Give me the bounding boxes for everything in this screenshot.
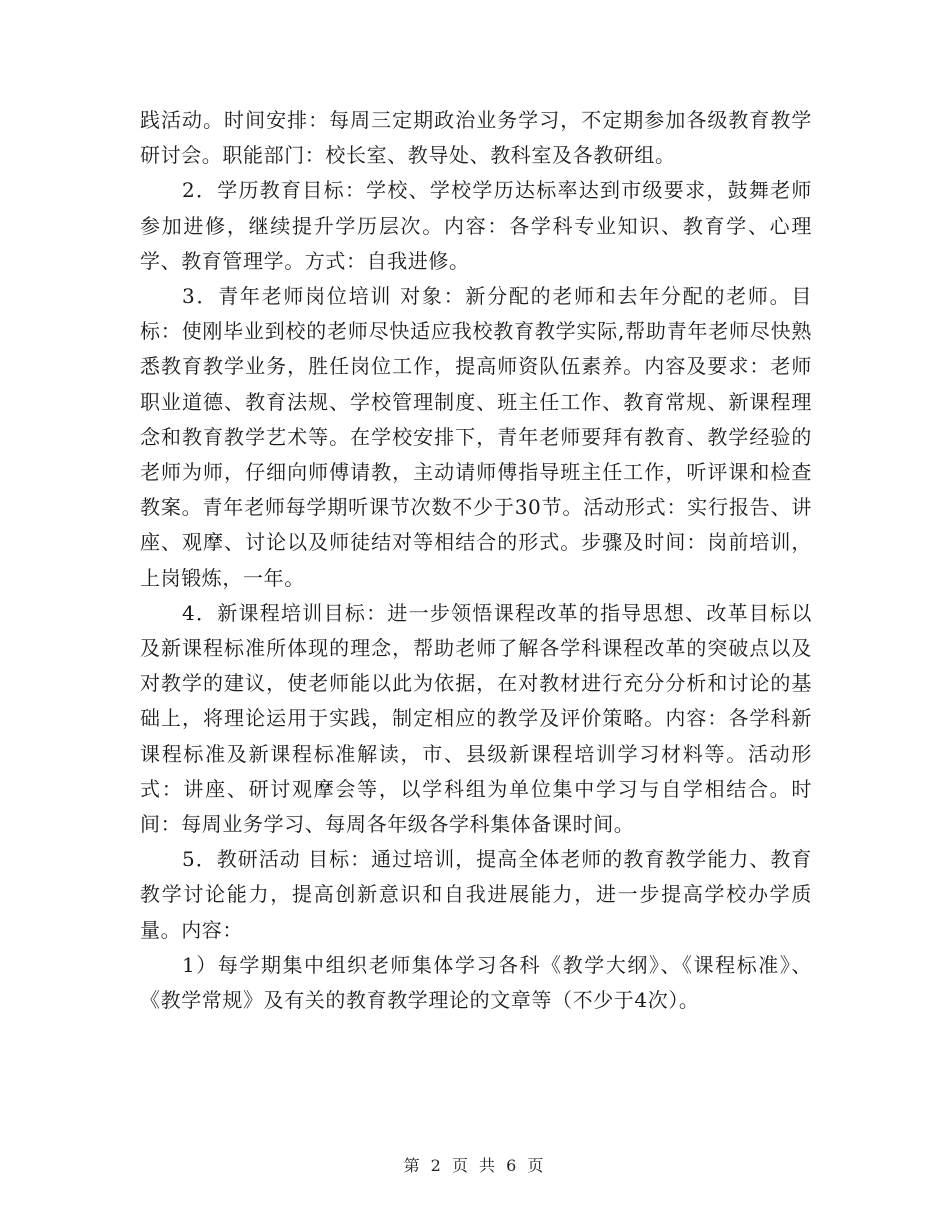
paragraph-young-teacher-training: 3．青年老师岗位培训 对象：新分配的老师和去年分配的老师。目标：使刚毕业到校的老师尽快适应我校教育教学实际,帮助青年老师尽快熟悉教育教学业务，胜任岗位工作，提高师资队伍素养。内容及要求：老师职业道德、教育法规、学校管理制度、班主任工作、教育常规、新课程理念和教育教学艺术等。在学校安排下，青年老师要拜有教育、教学经验的老师为师，仔细向师傅请教，主动请师傅指导班主任工作，听评课和检查教案。青年老师每学期听课节次数不少于30节。活动形式：实行报告、讲座、观摩、讨论以及师徒结对等相结合的形式。步骤及时间：岗前培训，上岗锻炼，一年。 [140,284,812,590]
document-body [140,103,812,1018]
paragraph-education-goal: 2．学历教育目标：学校、学校学历达标率达到市级要求，鼓舞老师参加进修，继续提升学历层次。内容：各学科专业知识、教育学、心理学、教育管理学。方式：自我进修。 [140,178,812,273]
paragraph-item-1: 1）每学期集中组织老师集体学习各科《教学大纲》、《课程标准》、《教学常规》及有关的教育教学理论的文章等（不少于4次）。 [140,952,812,1013]
paragraph-new-curriculum-training: 4．新课程培训目标：进一步领悟课程改革的指导思想、改革目标以及新课程标准所体现的理念，帮助老师了解各学科课程改革的突破点以及对教学的建议，使老师能以此为依据，在对教材进行充分分析和讨论的基础上，将理论运用于实践，制定相应的教学及评价策略。内容：各学科新课程标准及新课程标准解读，市、县级新课程培训学习材料等。活动形式：讲座、研讨观摩会等，以学科组为单位集中学习与自学相结合。时间：每周业务学习、每周各年级各学科集体备课时间。 [140,600,812,837]
page-number-footer: 第 2 页 共 6 页 [403,1156,547,1175]
paragraph-teaching-research: 5．教研活动 目标：通过培训，提高全体老师的教育教学能力、教育教学讨论能力，提高创新意识和自我进展能力，进一步提高学校办学质量。内容： [140,847,812,942]
paragraph-continuation: 践活动。时间安排：每周三定期政治业务学习，不定期参加各级教育教学研讨会。职能部门：校长室、教导处、教科室及各教研组。 [140,108,812,168]
